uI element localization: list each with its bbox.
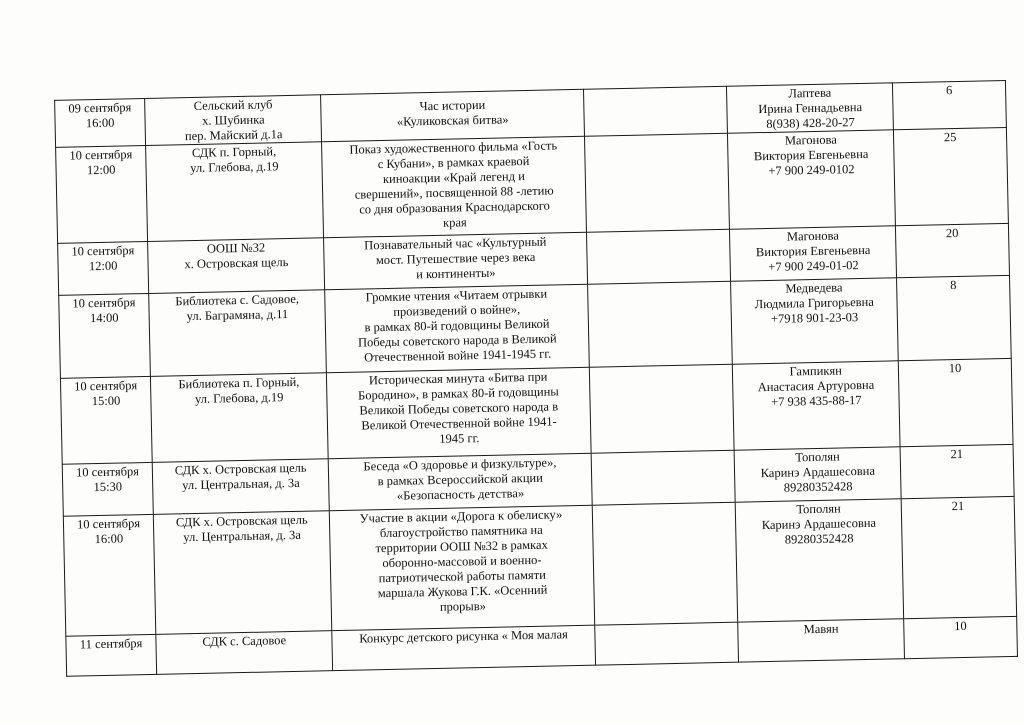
participants-count-cell: 6 [893, 80, 1007, 129]
date-cell: 09 сентября 16:00 [55, 98, 146, 147]
participants-count-cell: 21 [900, 444, 1014, 498]
responsible-cell: Гампикян Анастасия Артуровна +7 938 435-88-17 [733, 361, 901, 450]
date-cell: 10 сентября 12:00 [58, 241, 149, 295]
empty-cell [586, 229, 731, 284]
empty-cell [592, 502, 738, 625]
place-cell: СДК с. Садовое [156, 631, 333, 675]
responsible-cell: Магонова Виктория Евгеньевна +7 900 249-01-02 [730, 226, 897, 281]
place-cell: Библиотека п. Горный, ул. Глебова, д.19 [151, 373, 329, 463]
participants-count-cell: 10 [898, 358, 1013, 446]
event-cell: Познавательный час «Культурный мост. Путешествие через века и континенты» [324, 232, 587, 289]
empty-cell [591, 450, 736, 505]
empty-cell [587, 281, 732, 367]
date-cell: 11 сентября [66, 634, 157, 676]
date-cell: 10 сентября 15:30 [62, 462, 153, 516]
event-cell: Беседа «О здоровье и физкультуре», в рамках Всероссийской акции «Безопасность детства» [329, 453, 592, 510]
event-cell: Историческая минута «Битва при Бородино», в рамках 80-й годовщины Великой Победы советского народа в Великой Отечественной войне 1941- 1945 гг. [327, 367, 591, 458]
participants-count-cell: 21 [901, 496, 1016, 618]
place-cell: ООШ №32 х. Островская щель [148, 238, 325, 294]
event-cell: Участие в акции «Дорога к обелиску» благоустройство памятника на территории ООШ №32 в рамках оборонно-массовой и военно- патриотической работы памяти маршала Жукова Г.К. «Осенний прорыв» [330, 505, 595, 630]
responsible-cell: Мавян [738, 619, 905, 662]
event-cell: Показ художественного фильма «Гость с Кубани», в рамках краевой киноакции «Край легенд и свершений», посвященной 88 -летию со дня образования Краснодарского края [322, 136, 586, 237]
empty-cell [589, 364, 734, 453]
responsible-cell: Лаптева Ирина Геннадьевна 8(938) 428-20-27 [727, 83, 894, 133]
date-cell: 10 сентября 12:00 [56, 145, 148, 243]
participants-count-cell: 20 [896, 223, 1010, 277]
date-cell: 10 сентября 14:00 [59, 293, 151, 378]
table-row [63, 496, 1016, 636]
participants-count-cell: 10 [904, 616, 1018, 658]
responsible-cell: Тополян Каринэ Ардашесовна 89280352428 [735, 499, 903, 622]
empty-cell [583, 86, 727, 136]
place-cell: Сельский клуб х. Шубинка пер. Майский д.1а [145, 95, 322, 146]
place-cell: СДК х. Островская щель ул. Центральная, д. 3а [153, 511, 332, 635]
empty-cell [594, 622, 738, 665]
participants-count-cell: 8 [897, 275, 1011, 360]
responsible-cell: Магонова Виктория Евгеньевна +7 900 249-0102 [728, 130, 896, 229]
responsible-cell: Медведева Людмила Григорьевна +7918 901-23-03 [731, 278, 899, 364]
events-schedule-table [54, 80, 1018, 677]
participants-count-cell: 25 [894, 127, 1009, 225]
place-cell: СДК п. Горный, ул. Глебова, д.19 [146, 142, 324, 242]
place-cell: СДК х. Островская щель ул. Центральная, д. 3а [152, 459, 329, 515]
date-cell: 10 сентября 15:00 [60, 376, 152, 464]
event-cell: Громкие чтения «Читаем отрывки произведений о войне», в рамках 80-й годовщины Великой Победы советского народа в Великой Отечественной войне 1941-1945 гг. [325, 284, 589, 372]
event-cell: Конкурс детского рисунка « Моя малая [332, 625, 595, 670]
place-cell: Библиотека с. Садовое, ул. Баграмяна, д.11 [149, 290, 327, 377]
date-cell: 10 сентября 16:00 [63, 514, 156, 636]
event-cell: Час истории «Куликовская битва» [321, 89, 584, 141]
responsible-cell: Тополян Каринэ Ардашесовна 89280352428 [734, 447, 901, 502]
empty-cell [584, 133, 729, 232]
